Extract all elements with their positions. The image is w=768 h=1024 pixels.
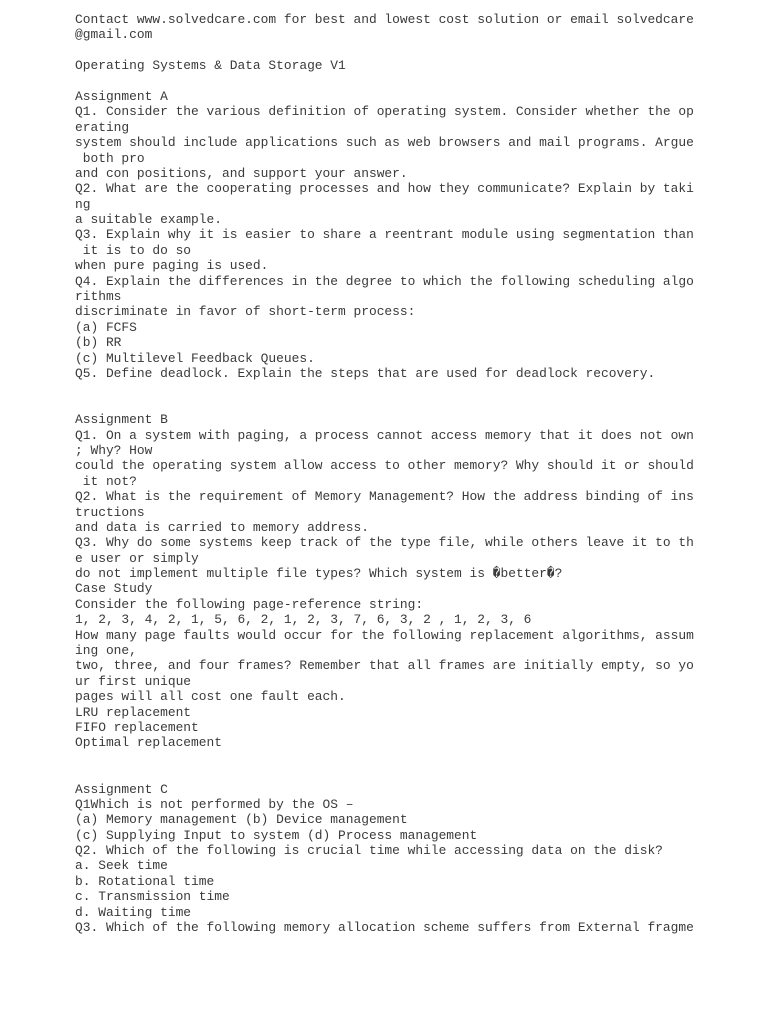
text-line: a. Seek time [75, 858, 168, 874]
text-line: ; Why? How [75, 442, 153, 458]
text-line: e user or simply [75, 550, 199, 566]
text-line: both pro [75, 150, 145, 166]
text-line: when pure paging is used. [75, 258, 269, 274]
contact-line: Contact www.solvedcare.com for best and lowest cost solution or email solvedcare [75, 12, 694, 27]
text-line: erating [75, 119, 130, 135]
text-line: discriminate in favor of short-term process: [75, 304, 416, 320]
text-line: Q2. What are the cooperating processes and how they communicate? Explain by taki [75, 181, 694, 197]
document-page [75, 12, 715, 935]
text-line: (a) FCFS [75, 319, 137, 335]
text-line: it is to do so [75, 242, 192, 258]
text-line: it not? [75, 473, 137, 489]
contact-line-continued: @gmail.com [75, 27, 153, 43]
text-line: How many page faults would occur for the following replacement algorithms, assum [75, 627, 694, 643]
text-line: d. Waiting time [75, 904, 192, 920]
assignment-c-body [75, 797, 715, 936]
text-line: Q4. Explain the differences in the degree to which the following scheduling algo [75, 273, 694, 289]
text-line: Q2. Which of the following is crucial time while accessing data on the disk? [75, 843, 663, 859]
text-line: could the operating system allow access to other memory? Why should it or should [75, 458, 694, 474]
assignment-b-body [75, 428, 715, 751]
assignment-b-heading: Assignment B [75, 412, 168, 428]
text-line: Q1Which is not performed by the OS – [75, 796, 354, 812]
text-line: b. Rotational time [75, 873, 215, 889]
text-line: ng [75, 196, 91, 212]
text-line: Q2. What is the requirement of Memory Management? How the address binding of ins [75, 489, 694, 505]
text-line: a suitable example. [75, 212, 222, 228]
assignment-a-section [75, 89, 715, 381]
text-line: (c) Multilevel Feedback Queues. [75, 350, 315, 366]
text-line: Q3. Explain why it is easier to share a reentrant module using segmentation than [75, 227, 694, 243]
text-line: (b) RR [75, 335, 122, 351]
text-line: (c) Supplying Input to system (d) Process management [75, 827, 478, 843]
text-line: system should include applications such as web browsers and mail programs. Argue [75, 135, 694, 151]
text-line: FIFO replacement [75, 719, 199, 735]
text-line: and con positions, and support your answer. [75, 165, 408, 181]
text-line: Q5. Define deadlock. Explain the steps that are used for deadlock recovery. [75, 365, 656, 381]
text-line: and data is carried to memory address. [75, 519, 369, 535]
text-line: c. Transmission time [75, 889, 230, 905]
text-line: LRU replacement [75, 704, 192, 720]
text-line: ur first unique [75, 673, 192, 689]
text-line: Consider the following page-reference string: [75, 596, 424, 612]
text-line: do not implement multiple file types? Which system is �better�? [75, 566, 563, 582]
assignment-b-section [75, 412, 715, 751]
assignment-c-heading: Assignment C [75, 781, 168, 797]
assignment-a-heading: Assignment A [75, 88, 168, 104]
text-line: Q1. On a system with paging, a process cannot access memory that it does not own [75, 427, 694, 443]
text-line: Q3. Which of the following memory allocation scheme suffers from External fragme [75, 920, 694, 936]
text-line: rithms [75, 289, 122, 305]
text-line: Case Study [75, 581, 153, 597]
text-line: two, three, and four frames? Remember that all frames are initially empty, so yo [75, 658, 694, 674]
text-line: ing one, [75, 643, 137, 659]
text-line: tructions [75, 504, 145, 520]
text-line: (a) Memory management (b) Device management [75, 812, 408, 828]
assignment-c-section [75, 782, 715, 936]
text-line: Q1. Consider the various definition of operating system. Consider whether the op [75, 104, 694, 120]
text-line: Q3. Why do some systems keep track of the type file, while others leave it to th [75, 535, 694, 551]
course-title: Operating Systems & Data Storage V1 [75, 58, 346, 74]
text-line: pages will all cost one fault each. [75, 689, 346, 705]
text-line: Optimal replacement [75, 735, 222, 751]
text-line: 1, 2, 3, 4, 2, 1, 5, 6, 2, 1, 2, 3, 7, 6, 3, 2 , 1, 2, 3, 6 [75, 612, 532, 628]
assignment-a-body [75, 104, 715, 381]
